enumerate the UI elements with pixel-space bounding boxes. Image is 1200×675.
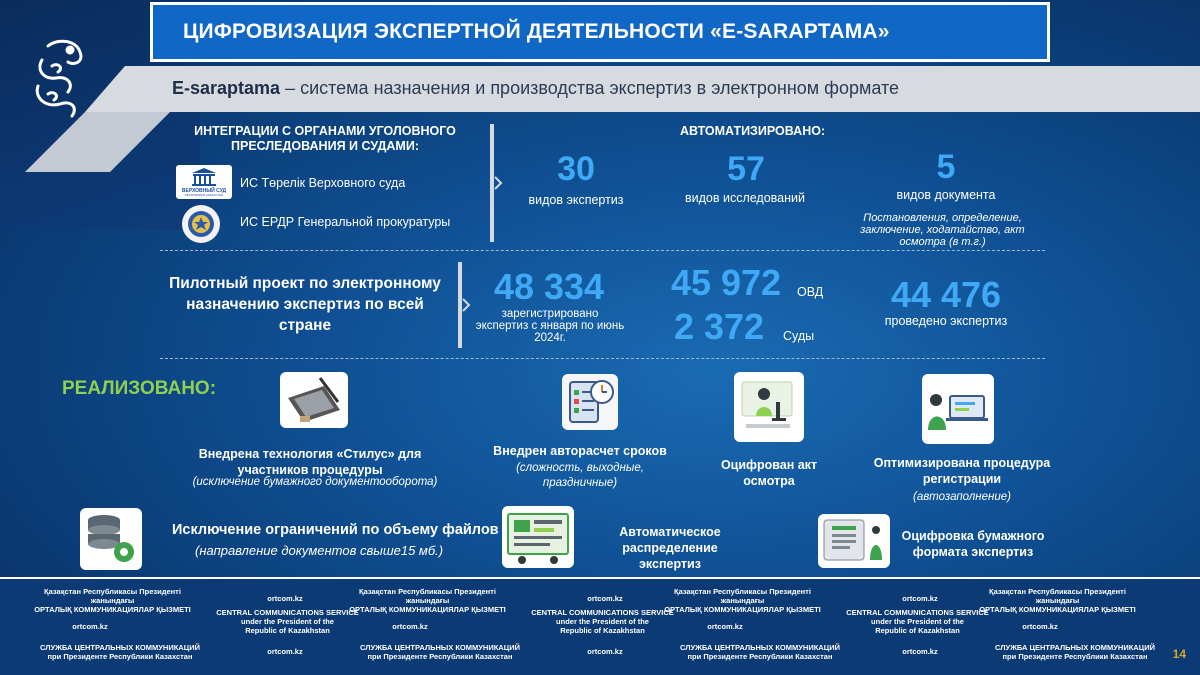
footer-kz-line2: ОРТАЛЫҚ КОММУНИКАЦИЯЛАР ҚЫЗМЕТІ [34,605,191,614]
subtitle [172,78,899,99]
feature-files-note: (направление документов свыше15 мб.) [195,543,444,558]
footer-site: ortcom.kz [902,594,938,603]
footer-ru-line1: СЛУЖБА ЦЕНТРАЛЬНЫХ КОММУНИКАЦИЙ [994,643,1155,652]
footer-ru-line1: СЛУЖБА ЦЕНТРАЛЬНЫХ КОММУНИКАЦИЙ [39,643,200,652]
footer-site: ortcom.kz [72,622,108,631]
footer-site: ortcom.kz [267,647,303,656]
footer-kz-line1: Қазақстан Республикасы Президенті жанындағы [359,587,496,605]
prosecutor-emblem-icon [186,209,216,239]
feature-distribution-title: Автоматическое распределение экспертиз [619,525,721,571]
integration-item-supreme-court: ИС Төрелік Верховного суда [240,176,406,190]
database-gear-icon [80,508,142,570]
footer-kz-line1: Қазақстан Республикасы Президенті жанындағы [44,587,181,605]
footer-en-line2: under the President of the [871,617,964,626]
dashboard-board-icon [502,506,574,568]
footer-site: ortcom.kz [267,594,303,603]
document-types-note: Постановления, определение, заключение, ходатайство, акт осмотра (в т.г.) [860,212,1025,248]
subtitle-bold: E-saraptama [172,78,281,98]
feature-files-title: Исключение ограничений по объему файлов [172,522,499,538]
footer-en-line3: Republic of Kazakhstan [245,626,330,635]
footer-site: ortcom.kz [902,647,938,656]
footer-kz-4 [975,587,1140,614]
footer-ru-line1: СЛУЖБА ЦЕНТРАЛЬНЫХ КОММУНИКАЦИЙ [679,643,840,652]
conducted-label: проведено экспертиз [884,314,1008,328]
registered-value: 48 334 [493,266,605,307]
paper-digitization-image [818,514,890,568]
stat-research-types-label: видов исследований [684,191,805,205]
footer-ru-line2: при Президенте Республики Казахстан [1002,652,1148,661]
courts-label: Суды [783,329,815,343]
subtitle-rest: – система назначения и производства экспертиз в электронном формате [280,78,900,98]
person-laptop-icon [922,374,994,444]
conducted-value: 44 476 [890,274,1002,315]
pilot-title: Пилотный проект по электронному назначению экспертиз по всей стране [169,275,441,334]
footer-site: ortcom.kz [392,622,428,631]
supreme-court-building-icon [178,167,230,197]
ovd-label: ОВД [797,285,824,299]
footer-kz-1 [30,587,195,614]
footer-site: ortcom.kz [1022,622,1058,631]
implemented-title: РЕАЛИЗОВАНО: [62,378,217,399]
footer-ru-3 [670,643,850,661]
footer-kz-line1: Қазақстан Республикасы Президенті жанындағы [674,587,811,605]
page-number: 14 [1172,647,1186,661]
document-tablet-icon [818,514,890,568]
stat-expertise-types-value: 30 [557,150,595,188]
stat-research-types-value: 57 [727,150,765,188]
automated-title: АВТОМАТИЗИРОВАНО: [680,124,826,138]
footer-ru-line2: при Президенте Республики Казахстан [367,652,513,661]
chevron-right-icon [494,176,504,190]
footer-site: ortcom.kz [587,594,623,603]
feature-paper-title: Оцифровка бумажного формата экспертиз [901,529,1045,559]
footer-site: ortcom.kz [707,622,743,631]
stat-expertise-types-label: видов экспертиз [528,193,624,207]
footer-kz-2 [345,587,510,614]
integration-item-prosecutor: ИС ЕРДР Генеральной прокуратуры [240,215,451,229]
feature-deadlines-title: Внедрен авторасчет сроков [493,444,667,458]
feature-deadlines-note: (сложность, выходные, праздничные) [516,462,644,489]
stat-document-types-label: видов документа [896,188,996,202]
supreme-court-logo [176,165,232,199]
footer-kz-line2: ОРТАЛЫҚ КОММУНИКАЦИЯЛАР ҚЫЗМЕТІ [349,605,506,614]
stylus-tablet-image [280,372,348,428]
footer-en-line3: Republic of Kazakhstan [560,626,645,635]
feature-inspection-title: Оцифрован акт осмотра [720,458,818,488]
stat-document-types-value: 5 [936,148,956,186]
inspection-act-image [734,372,804,442]
chevron-right-icon [462,298,472,312]
footer-en-line1: CENTRAL COMMUNICATIONS SERVICE [531,608,674,617]
auto-distribution-image [502,506,574,568]
file-limits-image [80,508,142,570]
snow-leopard-logo-icon [28,36,92,120]
footer-site: ortcom.kz [587,647,623,656]
footer-en-line3: Republic of Kazakhstan [875,626,960,635]
prosecutor-emblem [182,205,220,243]
feature-registration-title: Оптимизирована процедура регистрации [873,456,1051,486]
title-banner [150,2,1050,62]
deadline-calc-image [562,374,618,430]
footer-kz-line2: ОРТАЛЫҚ КОММУНИКАЦИЯЛАР ҚЫЗМЕТІ [664,605,821,614]
footer-ru-line2: при Президенте Республики Казахстан [47,652,193,661]
feature-stylus-title: Внедрена технология «Стилус» для участников процедуры [198,447,422,477]
footer-ru-line1: СЛУЖБА ЦЕНТРАЛЬНЫХ КОММУНИКАЦИЙ [359,643,520,652]
footer-en-line2: under the President of the [241,617,334,626]
scientist-microscope-icon [734,372,804,442]
footer-ru-4 [985,643,1165,661]
ovd-value: 45 972 [670,262,782,303]
footer-en-line1: CENTRAL COMMUNICATIONS SERVICE [216,608,359,617]
courts-value: 2 372 [673,306,765,347]
dashed-divider-2 [160,358,1045,359]
registration-image [922,374,994,444]
footer-kz-line1: Қазақстан Республикасы Президенті жанындағы [989,587,1126,605]
stylus-tablet-icon [280,372,348,428]
footer-ru-line2: при Президенте Республики Казахстан [687,652,833,661]
footer-kz-3 [660,587,825,614]
supreme-court-logo-sub: РЕСПУБЛИКИ КАЗАХСТАН [184,193,224,197]
integrations-title: ИНТЕГРАЦИИ С ОРГАНАМИ УГОЛОВНОГО ПРЕСЛЕДОВАНИЯ И СУДАМИ: [194,124,456,153]
feature-stylus-note: (исключение бумажного документооборота) [192,476,438,488]
footer-ru-1 [30,643,210,661]
page-title: ЦИФРОВИЗАЦИЯ ЭКСПЕРТНОЙ ДЕЯТЕЛЬНОСТИ «E-SARAPTAMA» [183,20,890,43]
registered-label: зарегистрировано экспертиз с января по июнь 2024г. [475,308,625,344]
supreme-court-logo-text: ВЕРХОВНЫЙ СУД [181,188,227,194]
footer-ru-2 [350,643,530,661]
footer-kz-line2: ОРТАЛЫҚ КОММУНИКАЦИЯЛАР ҚЫЗМЕТІ [979,605,1136,614]
checklist-clock-icon [562,374,618,430]
footer-en-line1: CENTRAL COMMUNICATIONS SERVICE [846,608,989,617]
footer-en-line2: under the President of the [556,617,649,626]
dashed-divider-1 [160,250,1045,251]
feature-registration-note: (автозаполнение) [913,491,1011,503]
